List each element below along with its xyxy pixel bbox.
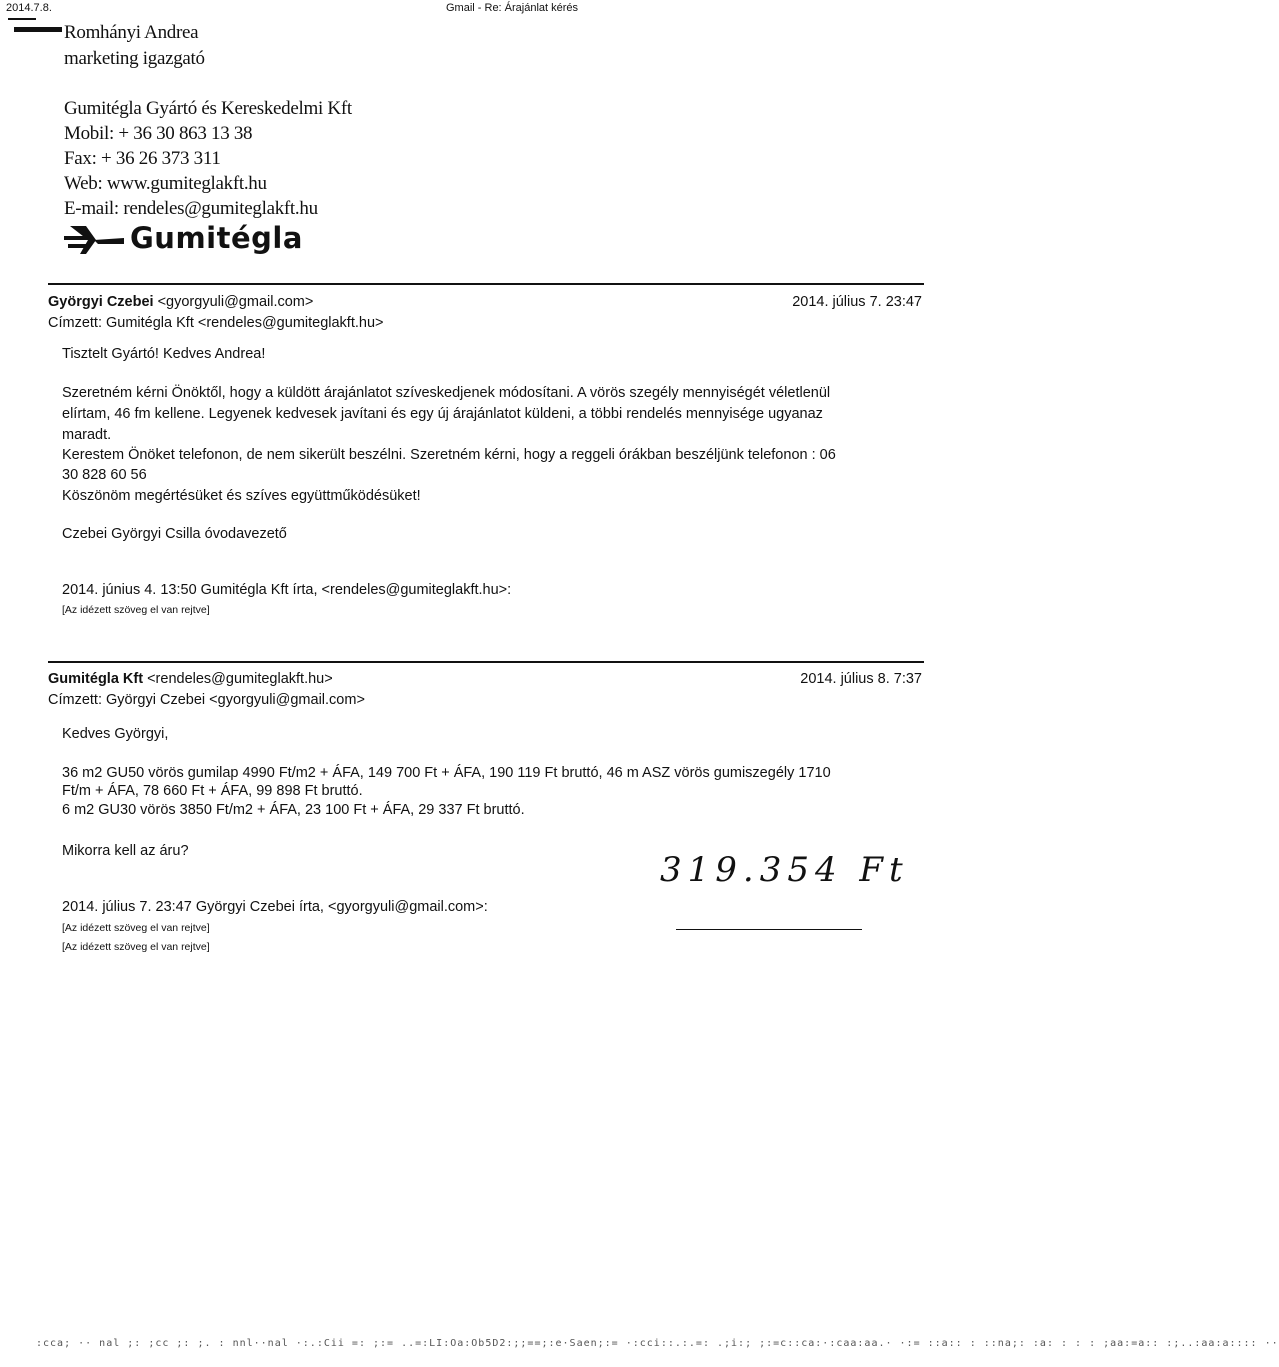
message1-line: Szeretném kérni Önöktől, hogy a küldött árajánlatot szíveskedjenek módosítani. A vörös szegély mennyiségét véletlenül: [62, 385, 831, 401]
message2-greeting: Kedves Györgyi,: [62, 726, 169, 742]
signature-web: Web: www.gumiteglakft.hu: [64, 173, 267, 194]
message2-sender-name: Gumitégla Kft: [48, 671, 144, 687]
message1-signoff: Czebei Györgyi Csilla óvodavezető: [62, 526, 287, 542]
message1-sender-name: Györgyi Czebei: [48, 294, 154, 310]
message1-quote-intro: 2014. június 4. 13:50 Gumitégla Kft írta, <rendeles@gumiteglakft.hu>:: [62, 582, 512, 598]
print-title: Gmail - Re: Árajánlat kérés: [446, 2, 579, 14]
message2-question: Mikorra kell az áru?: [62, 843, 189, 859]
separator-1: [48, 283, 924, 285]
message2-line: 6 m2 GU30 vörös 3850 Ft/m2 + ÁFA, 23 100 Ft + ÁFA, 29 337 Ft bruttó.: [62, 802, 525, 818]
message2-date: 2014. július 8. 7:37: [800, 671, 922, 687]
message1-line: Köszönöm megértésüket és szíves együttműködésüket!: [62, 488, 421, 504]
message2-quote-intro: 2014. július 7. 23:47 Györgyi Czebei írta, <gyorgyuli@gmail.com>:: [62, 899, 488, 915]
message1-line: elírtam, 46 fm kellene. Legyenek kedvesek javítani és egy új árajánlatot küldeni, a többi rendelés mennyisége ugyanaz: [62, 406, 823, 422]
message2-line: 36 m2 GU50 vörös gumilap 4990 Ft/m2 + ÁFA, 149 700 Ft + ÁFA, 190 119 Ft bruttó, 46 m ASZ vörös gumiszegély 1710: [62, 765, 831, 781]
name-mark: [14, 27, 62, 32]
message2-quote-hidden[interactable]: [Az idézett szöveg el van rejtve]: [62, 941, 210, 953]
message1-line: maradt.: [62, 427, 112, 443]
message1-quote-hidden[interactable]: [Az idézett szöveg el van rejtve]: [62, 604, 210, 616]
signature-email: E-mail: rendeles@gumiteglakft.hu: [64, 198, 318, 219]
message2-sender-address[interactable]: <rendeles@gumiteglakft.hu>: [143, 671, 333, 687]
signature-position: marketing igazgató: [64, 48, 205, 69]
signature-company: Gumitégla Gyártó és Kereskedelmi Kft: [64, 98, 352, 119]
print-date: 2014.7.8.: [6, 2, 52, 14]
message1-sender-address[interactable]: <gyorgyuli@gmail.com>: [153, 294, 314, 310]
message2-recipient: Címzett: Györgyi Czebei <gyorgyuli@gmail.com>: [48, 692, 365, 708]
message1-line: 30 828 60 56: [62, 467, 147, 483]
gumitegla-logo-icon: [64, 222, 126, 256]
message1-line: Kerestem Önöket telefonon, de nem sikerült beszélni. Szeretném kérni, hogy a reggeli órákban beszéljünk telefonon : 06: [62, 447, 836, 463]
message1-sender: [48, 294, 313, 310]
message1-date: 2014. július 7. 23:47: [792, 294, 922, 310]
handwritten-total: 319.354 Ft: [660, 850, 909, 890]
message1-recipient: Címzett: Gumitégla Kft <rendeles@gumiteglakft.hu>: [48, 315, 384, 331]
message1-greeting: Tisztelt Gyártó! Kedves Andrea!: [62, 346, 266, 362]
footer-scan-noise: :cca; ·· nal ;: ;cc ;: ;. : nnl··nal ·:.:Cii =: ;:= ..=:LI:Oa:Ob5D2:;;==;:e·Saen;:= ·:cci::.:.=: .;i:; ;:=c::ca:·:caa:aa.· ·:= ::a:: : ::na;: :a: : : : ;aa:=a:: :;..:aa:a:::: ··: [36, 1338, 1279, 1349]
signature-fax: Fax: + 36 26 373 311: [64, 148, 221, 169]
message2-sender: [48, 671, 333, 687]
header-mark: [8, 18, 36, 20]
signature-mobile: Mobil: + 36 30 863 13 38: [64, 123, 253, 144]
signature-name: Romhányi Andrea: [64, 22, 199, 43]
separator-2: [48, 661, 924, 663]
logo-wordmark: Gumitégla: [130, 221, 303, 255]
message2-line: Ft/m + ÁFA, 78 660 Ft + ÁFA, 99 898 Ft bruttó.: [62, 783, 363, 799]
message2-quote-hidden[interactable]: [Az idézett szöveg el van rejtve]: [62, 922, 210, 934]
handwritten-underline: [676, 929, 862, 930]
